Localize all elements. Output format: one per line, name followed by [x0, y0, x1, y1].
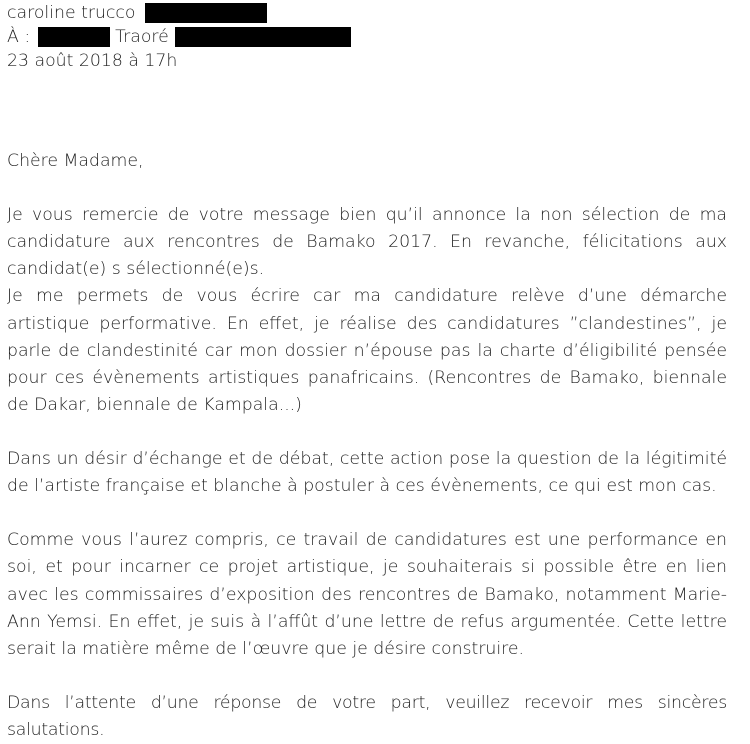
paragraph-thanks: Je vous remercie de votre message bien qu’il annonce la non sélection de ma candidature aux rencontres de Bamako 2017. En revanche, félicitations aux candidat(e) s sélectionné(e)s. — [7, 205, 727, 280]
sender-name: caroline trucco — [7, 3, 136, 23]
redacted-sender-email — [145, 3, 267, 23]
paragraph-gap — [7, 500, 727, 527]
redacted-recipient-email — [175, 27, 351, 47]
paragraph-gap — [7, 663, 727, 690]
closing: Dans l’attente d’une réponse de votre part, veuillez recevoir mes sincères salutations. — [7, 692, 727, 740]
paragraph-debate: Dans un désir d’échange et de débat, cette action pose la question de la légitimité de l’artiste française et blanche à postuler à ces évènements, ce qui est mon cas. — [7, 449, 727, 497]
letter-body — [7, 148, 727, 744]
paragraph-request: Comme vous l’aurez compris, ce travail de candidatures est une performance en soi, et pour incarner ce projet artistique, je souhaiterais si possible être en lien avec les commissaires d’exposition des rencontres de Bamako, notamment Marie-Ann Yemsi. En effet, je suis à l’affût d’une lettre de refus argumentée. Cette lettre serait la matière même de l’œuvre que je désire construire. — [7, 530, 727, 659]
recipient-name: Traoré — [115, 27, 169, 47]
from-line — [7, 1, 351, 25]
sent-date: 23 août 2018 à 17h — [7, 51, 178, 71]
to-label: À : — [7, 27, 31, 47]
email-header — [7, 1, 351, 73]
greeting: Chère Madame, — [7, 151, 144, 171]
paragraph-gap — [7, 175, 727, 202]
paragraph-gap — [7, 419, 727, 446]
redacted-recipient-firstname — [38, 27, 110, 47]
paragraph-performative: Je me permets de vous écrire car ma candidature relève d’une démarche artistique performative. En effet, je réalise des candidatures ”clandestines”, je parle de clandestinité car mon dossier n’épouse pas la charte d’éligibilité pensée pour ces évènements artistiques panafricains. (Rencontres de Bamako, biennale de Dakar, biennale de Kampala...) — [7, 286, 727, 415]
date-line — [7, 49, 351, 73]
to-line — [7, 25, 351, 49]
